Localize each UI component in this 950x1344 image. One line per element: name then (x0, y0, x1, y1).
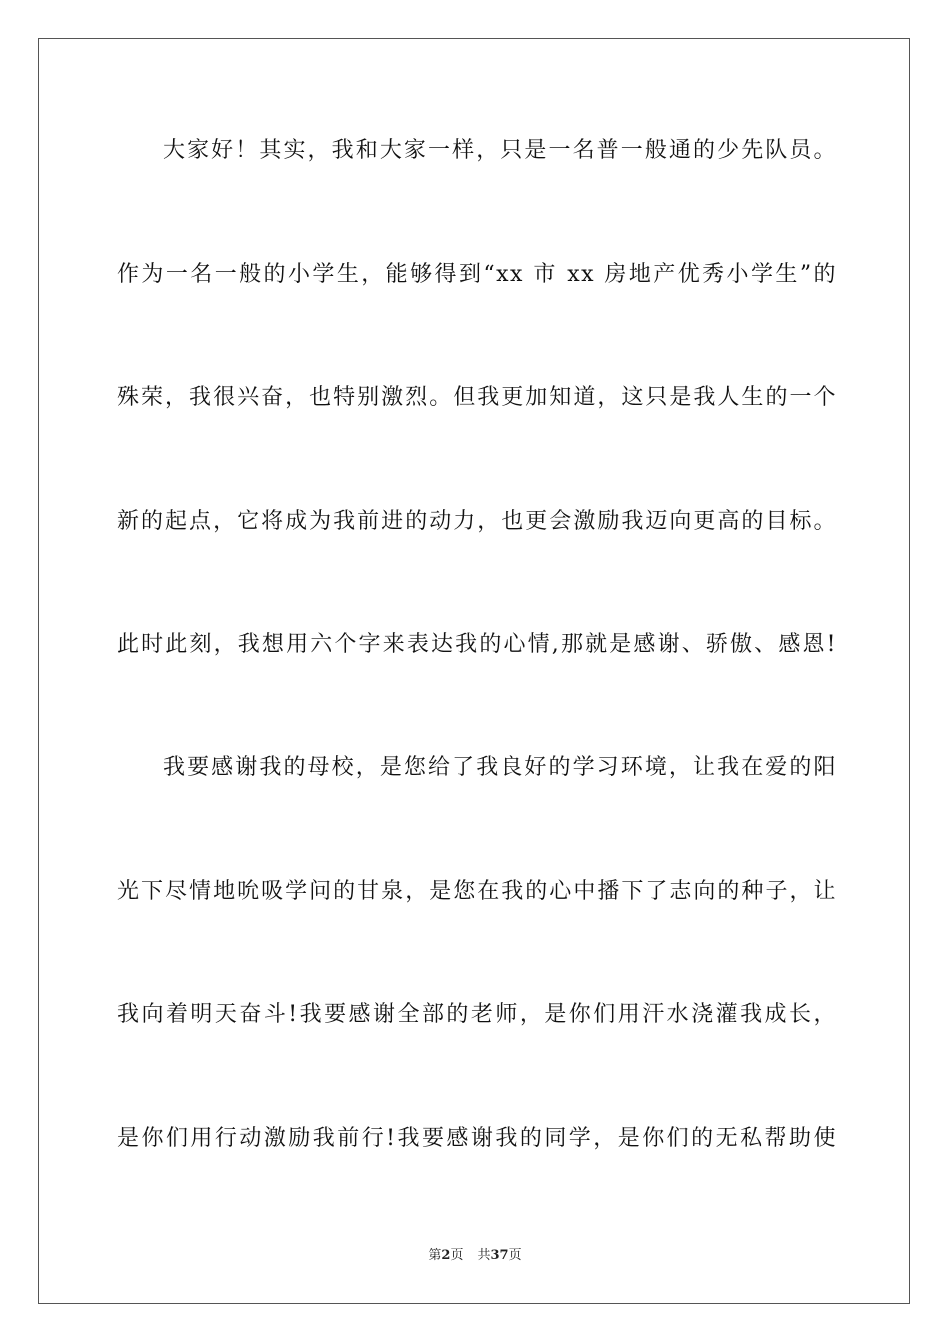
page-footer (0, 1247, 950, 1265)
total-pages-number: 37 (490, 1248, 509, 1263)
page-number-label: 第2页 (428, 1248, 464, 1263)
page-border (38, 38, 910, 1304)
paragraph-line: 殊荣，我很兴奋，也特别激烈。但我更加知道，这只是我人生的一个 (117, 385, 837, 410)
current-page-number: 2 (441, 1248, 451, 1263)
paragraph-line: 此时此刻，我想用六个字来表达我的心情,那就是感谢、骄傲、感恩! (117, 632, 837, 657)
total-pages-label: 共37页 (477, 1248, 522, 1263)
paragraph-line: 作为一名一般的小学生，能够得到“xx 市 xx 房地产优秀小学生”的 (117, 262, 837, 287)
paragraph-line: 是你们用行动激励我前行!我要感谢我的同学，是你们的无私帮助使 (117, 1126, 837, 1151)
paragraph-line: 大家好！其实，我和大家一样，只是一名普一般通的少先队员。 (163, 138, 837, 163)
paragraph-line: 我向着明天奋斗!我要感谢全部的老师，是你们用汗水浇灌我成长， (117, 1002, 837, 1027)
paragraph-line: 光下尽情地吮吸学问的甘泉，是您在我的心中播下了志向的种子，让 (117, 879, 837, 904)
paragraph-line: 我要感谢我的母校，是您给了我良好的学习环境，让我在爱的阳 (163, 755, 837, 780)
paragraph-line: 新的起点，它将成为我前进的动力，也更会激励我迈向更高的目标。 (117, 509, 837, 534)
